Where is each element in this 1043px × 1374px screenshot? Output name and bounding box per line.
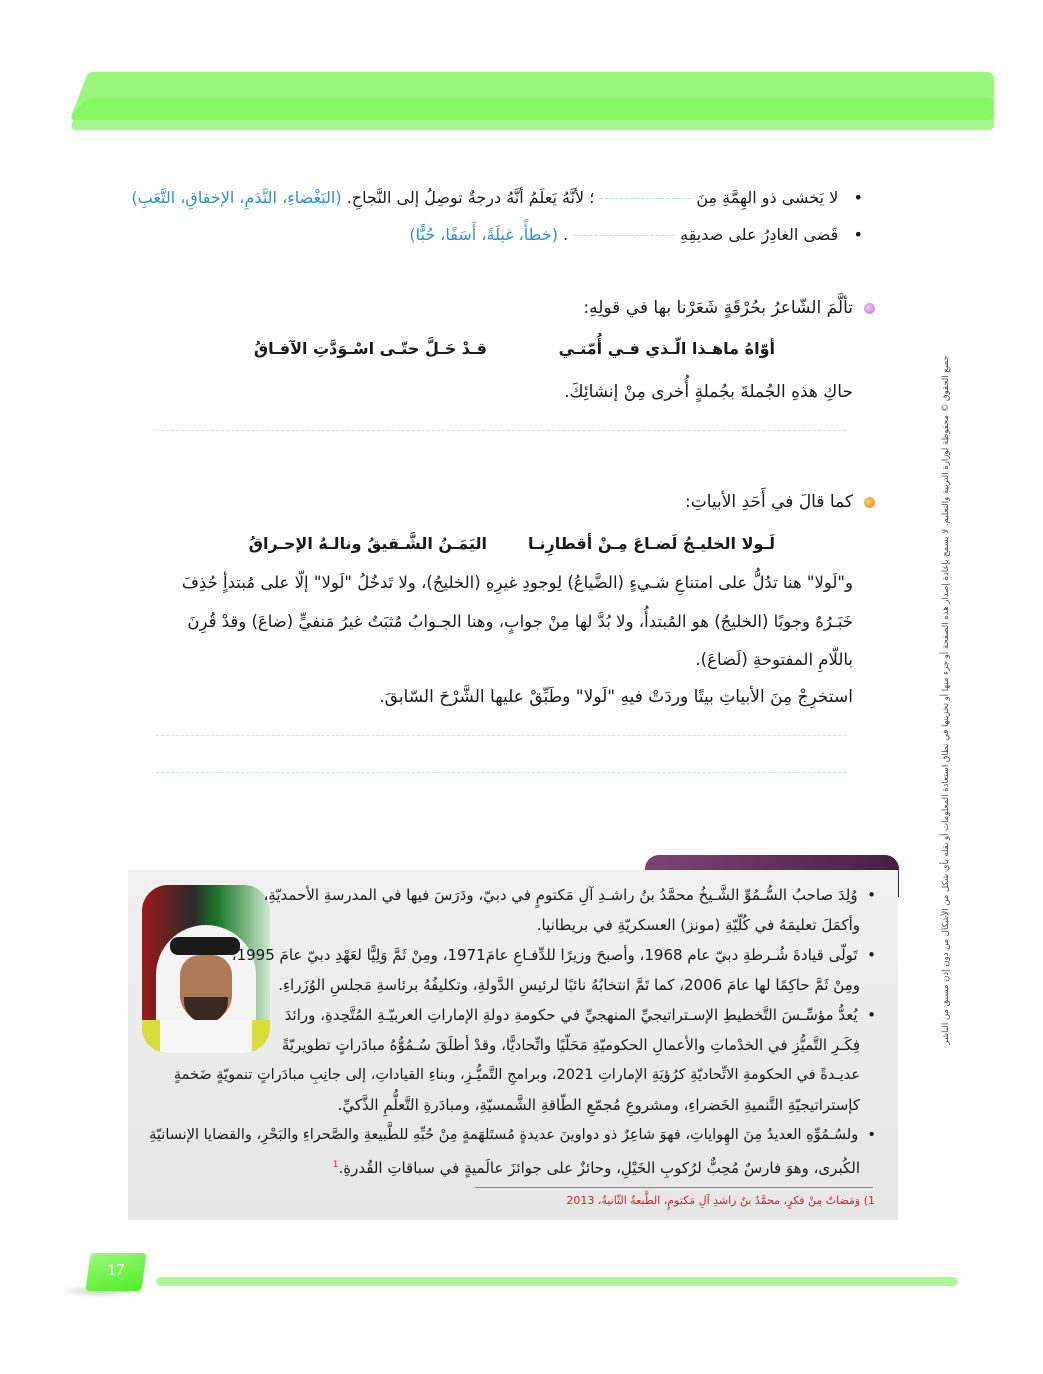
exercise1-item-2 xyxy=(409,223,863,247)
footnote-mark: 1 xyxy=(332,1160,339,1170)
answer-blank[interactable] xyxy=(600,198,690,199)
bio-text: ولسُـمُوِّهِ العديدُ مِنَ الهِواياتِ، فهوَ شاعِرٌ ذو دواوينَ عديدةٍ مُستَلهَمةٍ مِنْ حُبِّهِ للطَّبيعةِ والصَّحراءِ والبَحْرِ، والقضايا الإنسانيّةِ xyxy=(149,1127,859,1143)
bullet: • xyxy=(857,1006,876,1024)
exercise1-item-1 xyxy=(131,186,863,210)
bullet: • xyxy=(857,946,876,964)
bio-text: تَولّى قيادةَ شُـرطةِ دبيّ عام 1968، وأصبحَ وزيرًا للدِّفـاعِ عامَ1971، ومِنْ ثَمَّ وَلِيًّا لعَهْدِ دبيّ عامَ 1995، xyxy=(231,946,858,964)
item-text: لا يَخشى ذو الهِمَّةِ مِنَ xyxy=(696,188,839,207)
bio-bullet xyxy=(149,1120,876,1150)
answer-line[interactable] xyxy=(156,772,846,773)
orange-bullet-icon xyxy=(864,497,875,508)
purple-bullet-icon xyxy=(864,303,875,314)
bio-text: وأكمَلَ تعليمَهُ في كُلّيّةِ (مونز) العسكريّةِ في بريطانيا. xyxy=(536,916,860,934)
copyright-notice xyxy=(936,345,956,1055)
item-rest: ؛ لأنَّهُ يَعلَمُ أنَّهُ درجةٌ توصِلُ إلى النَّجاحِ. xyxy=(346,188,595,207)
footer-bar xyxy=(156,1277,958,1286)
bio-bullet xyxy=(232,940,876,970)
item-choices: (خطأً، غيلَةً، أَسَفًا، حُبًّا) xyxy=(409,225,558,244)
exercise2-task: حاكِ هذهِ الجُملةَ بجُملةٍ أُخرى مِنْ إنشائِكَ. xyxy=(564,382,853,402)
answer-line[interactable] xyxy=(156,735,846,736)
answer-blank[interactable] xyxy=(574,235,674,236)
bio-text: ومِنْ ثَمَّ حاكِمًا لها عامَ 2006، كما تَمَّ انتخابُهُ نائبًا لرئيسِ الدَّولةِ، وتكليفُهُ برئاسةِ مَجلسِ الوُزَراءِ. xyxy=(278,976,860,994)
bio-text: وُلِدَ صاحبُ السُّـمُوِّ الشَّـيخُ محمَّدُ بنُ راشـدِ آلِ مَكتومٍ في دبيّ، ودَرَسَ فيها في المدرسةِ الأحمديّةِ، xyxy=(263,886,858,904)
header-banner xyxy=(68,68,998,134)
bio-text: فِكَـرِ التَّميُّزِ في الخدْماتِ والأعمالِ الحكوميّةِ مَحَلّيًا واتِّحاديًّا، وقدْ أطلَقَ سُـمُوُّهُ مبادَراتٍ تطويريّةً xyxy=(281,1036,860,1054)
item-text: قَضى الغادِرُ على صديقِهِ xyxy=(680,225,839,244)
explanation-line: خَبَـرُهُ وجوبًا (الخليجُ) هو المُبتدأُ، ولا بُدَّ لها مِنْ جوابٍ، وهنا الجـوابُ مُثبَتٌ غيرُ مَنفيٍّ (ضاعَ) وقدْ قُرِنَ xyxy=(187,612,853,631)
bio-text: يُعدُّ مؤسِّـسَ التَّخطيطِ الإسـتراتيجيِّ المنهجيِّ في حكومةِ دولةِ الإماراتِ العربيّـةِ المُتَّحِدةِ، ورائدَ xyxy=(284,1006,858,1024)
verse-second-hemistich: قـدْ حَـلَّ حتّـى اسْـوَدَّتِ الآفـاقُ xyxy=(253,339,487,358)
exercise2-intro: تألَّمَ الشّاعرُ بحُرْقَةٍ شَعَرْنا بها في قولِهِ: xyxy=(583,298,853,318)
explanation-line: باللّامِ المفتوحةِ (لَضاعَ). xyxy=(695,650,853,669)
item-choices: (البَغْضاءِ، النَّدَمِ، الإخفاقِ، التَّعَبِ) xyxy=(131,188,342,207)
footnote-divider xyxy=(475,1187,873,1188)
explanation-line: و"لَولا" هنا تدُلُّ على امتناعِ شـيءٍ (الضَّياعُ) لِوجودِ غيرِهِ (الخليجُ)، ولا تَدخُلُ "لَولا" إلّا على مُبتدأٍ حُذِفَ xyxy=(181,573,853,592)
copyright-text: جميع الحقوق © محفوظة لوزارة التربية والتعليم. لا يسمح بإعادة إصدار هذه الصفحة أو جزء منها أو تخزينها في نطاق استعادة المعلومات أو نقله بأي شكل من الأشكال من دون إذن مسبق من الناشر xyxy=(941,355,951,1045)
verse-first-hemistich: أوّاهُ ماهـذا الّـذي فـي أُمّتـي xyxy=(558,339,775,358)
page-number: 17 xyxy=(107,1260,125,1279)
answer-line[interactable] xyxy=(156,430,846,431)
exercise3-task: استخرِجْ مِنَ الأبياتِ بيتًا وردَتْ فيهِ "لَولا" وطَبِّقْ عليها الشَّرْحَ السّابقَ. xyxy=(379,687,853,707)
verse-second-hemistich: اليَمَـنُ الشَّـقيقُ ونالـهُ الإحـراقُ xyxy=(248,534,487,553)
bullet: • xyxy=(838,225,863,244)
bullet: • xyxy=(858,1127,876,1143)
bio-bullet xyxy=(285,1000,876,1030)
verse-first-hemistich: لَـولا الخليـجُ لَضـاعَ مِـنْ أقطارِنـا xyxy=(528,534,775,553)
item-rest: . xyxy=(563,225,569,244)
footnote: 1) وَمَضاتٌ مِنْ فكرٍ، محمَّدُ بنُ راشدِ آلِ مَكتومٍ، الطَّبعةُ الثّانيةُ، 2013 xyxy=(566,1194,875,1207)
bio-text-last xyxy=(333,1150,860,1183)
bio-text: عديـدةً في الحكومةِ الاتِّحاديّةِ كرُؤيَةِ الإماراتِ 2021، وبرامجِ التَّميُّـزِ، وبناءِ القياداتِ، إلى جانِبِ مبادَراتٍ تنمويّةٍ ضَخمةٍ xyxy=(173,1067,860,1083)
exercise3-intro: كما قالَ في أَحَدِ الأبياتِ: xyxy=(684,492,853,512)
bullet: • xyxy=(857,886,876,904)
bio-text: الكُبرى، وهوَ فارسٌ مُحِبٌّ لرُكوبِ الخَيْلِ، وحائزٌ على جوائزَ عالَميةٍ في سباقاتِ القُدرةِ. xyxy=(338,1159,860,1177)
bio-bullet xyxy=(263,880,876,910)
bio-text: كإستراتيجيّةِ التَّنميةِ الخَضراءِ، ومشروعِ مُجمّعِ الطّاقةِ الشَّمسيّةِ، ومبادَرةِ التَّعلُّمِ الذَّكيِّ. xyxy=(337,1096,860,1114)
bullet: • xyxy=(838,188,863,207)
